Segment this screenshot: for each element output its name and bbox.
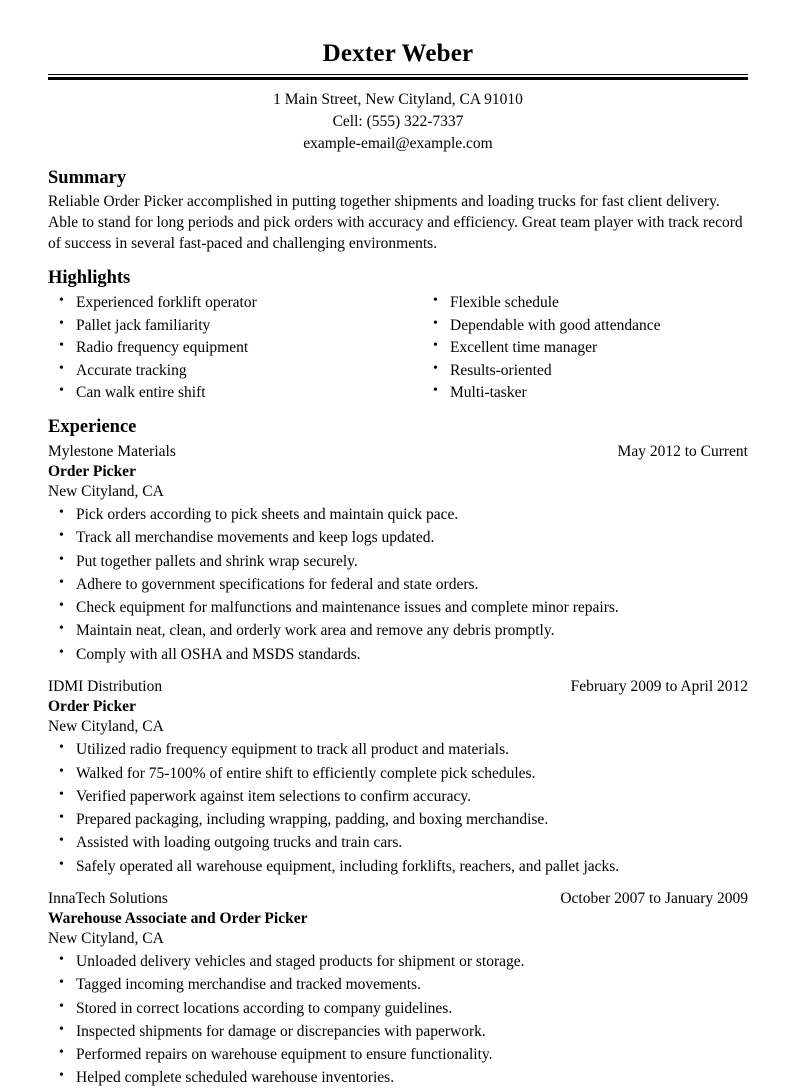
- list-item: • Prepared packaging, including wrapping, padding, and boxing merchandise.: [48, 808, 748, 831]
- list-item: • Excellent time manager: [422, 337, 748, 359]
- list-item: • Dependable with good attendance: [422, 315, 748, 337]
- list-item: • Inspected shipments for damage or discrepancies with paperwork.: [48, 1020, 748, 1043]
- highlights-list-right: [422, 292, 748, 404]
- job-location: New Cityland, CA: [48, 930, 164, 948]
- job-header-line: [48, 442, 748, 462]
- job-responsibilities-list: [48, 950, 748, 1090]
- list-item: • Results-oriented: [422, 360, 748, 382]
- contact-address: 1 Main Street, New Cityland, CA 91010: [273, 91, 523, 108]
- summary-heading: Summary: [48, 168, 127, 188]
- job-company: IDMI Distribution: [48, 677, 163, 695]
- list-item: • Verified paperwork against item selections to confirm accuracy.: [48, 785, 748, 808]
- highlights-heading: Highlights: [48, 267, 131, 288]
- job-dates: May 2012 to Current: [617, 442, 748, 460]
- summary-text: Reliable Order Picker accomplished in putting together shipments and loading trucks for fast client delivery. Able to stand for long periods and pick orders with accuracy and efficiency. Great team player with track record of success in several fast-paced and challenging environments.: [48, 193, 743, 253]
- summary-section: [48, 167, 748, 255]
- list-item: • Tagged incoming merchandise and tracked movements.: [48, 973, 748, 996]
- resume-header: [48, 40, 748, 155]
- job-header-line: [48, 889, 748, 909]
- job-company: Mylestone Materials: [48, 442, 176, 460]
- highlights-list-left: [48, 292, 398, 404]
- list-item: • Assisted with loading outgoing trucks and train cars.: [48, 831, 748, 854]
- list-item: • Flexible schedule: [422, 292, 748, 314]
- experience-section: [48, 416, 748, 1089]
- list-item: • Walked for 75-100% of entire shift to efficiently complete pick schedules.: [48, 762, 748, 785]
- job-responsibilities-list: [48, 738, 748, 878]
- job-header-line: [48, 677, 748, 697]
- experience-entry: [48, 677, 748, 878]
- header-divider-thick: [48, 77, 748, 80]
- list-item: • Track all merchandise movements and keep logs updated.: [48, 526, 748, 549]
- experience-jobs: [48, 442, 748, 1090]
- job-dates: February 2009 to April 2012: [570, 677, 748, 695]
- list-item: • Helped complete scheduled warehouse inventories.: [48, 1066, 748, 1089]
- job-title: Order Picker: [48, 697, 136, 715]
- experience-entry: [48, 442, 748, 666]
- list-item: • Utilized radio frequency equipment to track all product and materials.: [48, 738, 748, 761]
- list-item: • Can walk entire shift: [48, 382, 398, 404]
- job-title: Order Picker: [48, 462, 136, 480]
- list-item: • Maintain neat, clean, and orderly work area and remove any debris promptly.: [48, 619, 748, 642]
- contact-phone: Cell: (555) 322-7337: [332, 113, 464, 130]
- job-dates: October 2007 to January 2009: [560, 889, 748, 907]
- highlights-columns: [48, 292, 748, 404]
- list-item: • Performed repairs on warehouse equipment to ensure functionality.: [48, 1043, 748, 1066]
- contact-block: [48, 89, 748, 155]
- list-item: • Unloaded delivery vehicles and staged products for shipment or storage.: [48, 950, 748, 973]
- list-item: • Safely operated all warehouse equipment, including forklifts, reachers, and pallet jacks.: [48, 855, 748, 878]
- list-item: • Check equipment for malfunctions and maintenance issues and complete minor repairs.: [48, 596, 748, 619]
- list-item: • Radio frequency equipment: [48, 337, 398, 359]
- highlights-column-left: [48, 292, 398, 404]
- list-item: • Experienced forklift operator: [48, 292, 398, 314]
- header-divider: [48, 74, 748, 80]
- contact-email: example-email@example.com: [303, 135, 493, 152]
- candidate-name: Dexter Weber: [322, 40, 474, 67]
- list-item: • Multi-tasker: [422, 382, 748, 404]
- experience-entry: [48, 889, 748, 1090]
- list-item: • Stored in correct locations according to company guidelines.: [48, 997, 748, 1020]
- list-item: • Accurate tracking: [48, 360, 398, 382]
- job-company: InnaTech Solutions: [48, 889, 168, 907]
- job-location: New Cityland, CA: [48, 718, 164, 736]
- highlights-section: [48, 267, 748, 405]
- job-title: Warehouse Associate and Order Picker: [48, 909, 308, 927]
- list-item: • Comply with all OSHA and MSDS standards.: [48, 643, 748, 666]
- job-responsibilities-list: [48, 503, 748, 666]
- list-item: • Pallet jack familiarity: [48, 315, 398, 337]
- experience-heading: Experience: [48, 417, 137, 438]
- highlights-column-right: [398, 292, 748, 404]
- list-item: • Pick orders according to pick sheets and maintain quick pace.: [48, 503, 748, 526]
- list-item: • Adhere to government specifications for federal and state orders.: [48, 573, 748, 596]
- job-location: New Cityland, CA: [48, 482, 164, 500]
- list-item: • Put together pallets and shrink wrap securely.: [48, 550, 748, 573]
